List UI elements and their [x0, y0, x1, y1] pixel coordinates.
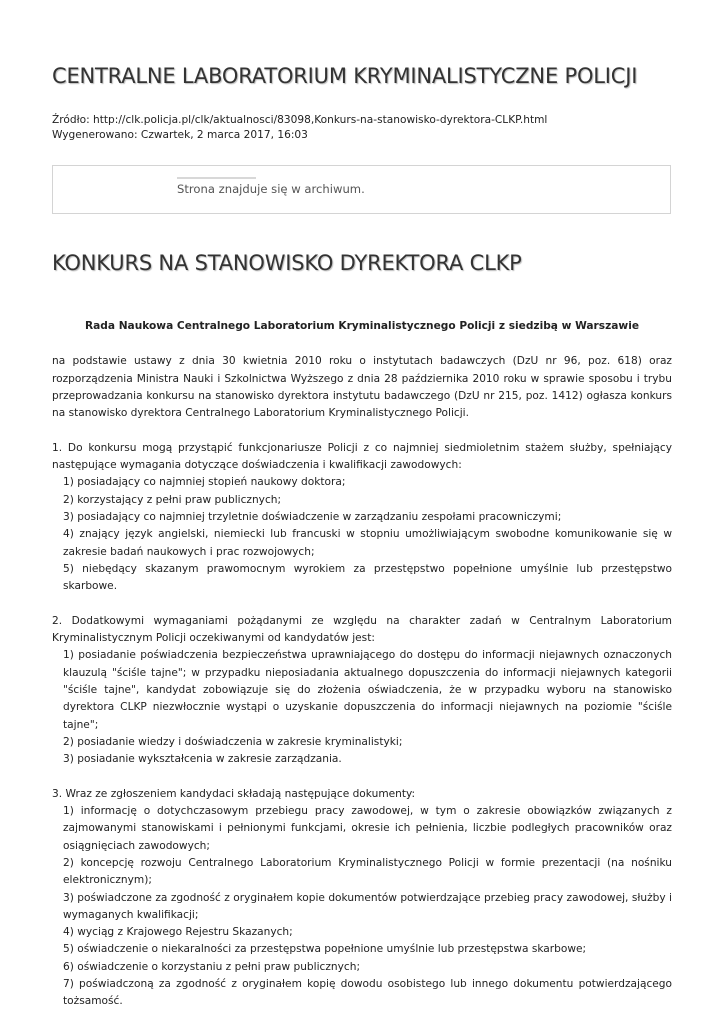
- list-item: 2) koncepcję rozwoju Centralnego Laboratorium Kryminalistycznego Policji w formie prezentacji (na nośniku elektronicznym);: [63, 856, 672, 887]
- list-item: 2) posiadanie wiedzy i doświadczenia w zakresie kryminalistyki;: [63, 735, 403, 748]
- list-item: 5) oświadczenie o niekaralności za przestępstwa popełnione umyślnie lub przestępstwa skarbowe;: [63, 943, 587, 956]
- article-title: KONKURS NA STANOWISKO DYREKTORA CLKP: [52, 251, 522, 275]
- section-1-heading: 1. Do konkursu mogą przystąpić funkcjonariusze Policji z co najmniej siedmioletnim stażem służby, spełniający następujące wymagania dotyczące doświadczenia i kwalifikacji zawodowych:: [52, 441, 672, 472]
- site-title: CENTRALNE LABORATORIUM KRYMINALISTYCZNE POLICJI: [52, 64, 638, 88]
- list-item: 7) poświadczoną za zgodność z oryginałem kopię dowodu osobistego lub innego dokumentu potwierdzającego tożsamość.: [63, 977, 672, 1008]
- article-body: [52, 318, 672, 1011]
- section-3-heading: 3. Wraz ze zgłoszeniem kandydaci składają następujące dokumenty:: [52, 787, 416, 800]
- list-item: 2) korzystający z pełni praw publicznych;: [63, 493, 282, 506]
- list-item: 1) posiadanie poświadczenia bezpieczeństwa uprawniającego do dostępu do informacji niejawnych oznaczonych klauzulą "ściśle tajne"; w przypadku nieposiadania aktualnego dopuszczenia do informacji niejawnych kategorii "ściśle tajne", kandydat zobowiązuje się do złożenia oświadczenia, że w przypadku wyboru na stanowisko dyrektora CLKP niezwłocznie wystąpi o uzyskanie dopuszczenia do informacji niejawnych na poziomie "ściśle tajne";: [63, 649, 672, 731]
- document-meta: [52, 113, 547, 143]
- list-item: 3) posiadanie wykształcenia w zakresie zarządzania.: [63, 753, 342, 766]
- list-item: 3) poświadczone za zgodność z oryginałem kopie dokumentów potwierdzające przebieg pracy zawodowej, służby i wymaganych kwalifikacji;: [63, 891, 672, 921]
- list-item: 6) oświadczenie o korzystaniu z pełni praw publicznych;: [63, 960, 361, 973]
- archive-notice-text: Strona znajduje się w archiwum.: [177, 182, 365, 196]
- section-2-heading: 2. Dodatkowymi wymaganiami pożądanymi ze względu na charakter zadań w Centralnym Laboratorium Kryminalistycznym Policji oczekiwanymi od kandydatów jest:: [52, 614, 672, 645]
- archive-notice-divider: [177, 177, 256, 179]
- list-item: 1) posiadający co najmniej stopień naukowy doktora;: [63, 476, 346, 489]
- list-item: 5) niebędący skazanym prawomocnym wyrokiem za przestępstwo popełnione umyślnie lub przestępstwo skarbowe.: [63, 562, 672, 593]
- list-item: 4) wyciąg z Krajowego Rejestru Skazanych;: [63, 926, 293, 939]
- list-item: 1) informację o dotychczasowym przebiegu pracy zawodowej, w tym o zakresie obowiązków związanych z zajmowanymi stanowiskami i pełnionymi funkcjami, okresie ich pełnienia, liczbie podległych pracowników oraz osiągnięciach zawodowych;: [63, 805, 672, 852]
- generated-date: Wygenerowano: Czwartek, 2 marca 2017, 16:03: [52, 129, 308, 141]
- source-url: Źródło: http://clk.policja.pl/clk/aktualnosci/83098,Konkurs-na-stanowisko-dyrektora-CLKP.html: [52, 114, 548, 126]
- archive-notice-box: [52, 165, 671, 214]
- list-item: 4) znający język angielski, niemiecki lub francuski w stopniu umożliwiającym swobodne komunikowanie się w zakresie badań naukowych i prac rozwojowych;: [63, 528, 672, 558]
- article-lead: Rada Naukowa Centralnego Laboratorium Kryminalistycznego Policji z siedzibą w Warszawie: [84, 320, 640, 332]
- article-intro: na podstawie ustawy z dnia 30 kwietnia 2010 roku o instytutach badawczych (DzU nr 96, poz. 618) oraz rozporządzenia Ministra Nauki i Szkolnictwa Wyższego z dnia 28 października 2010 roku w sprawie sposobu i trybu przeprowadzania konkursu na stanowisko dyrektora instytutu badawczego (DzU nr 215, poz. 1412) ogłasza konkurs na stanowisko dyrektora Centralnego Laboratorium Kryminalistycznego Policji.: [52, 355, 672, 420]
- list-item: 3) posiadający co najmniej trzyletnie doświadczenie w zarządzaniu zespołami pracowniczymi;: [63, 510, 562, 523]
